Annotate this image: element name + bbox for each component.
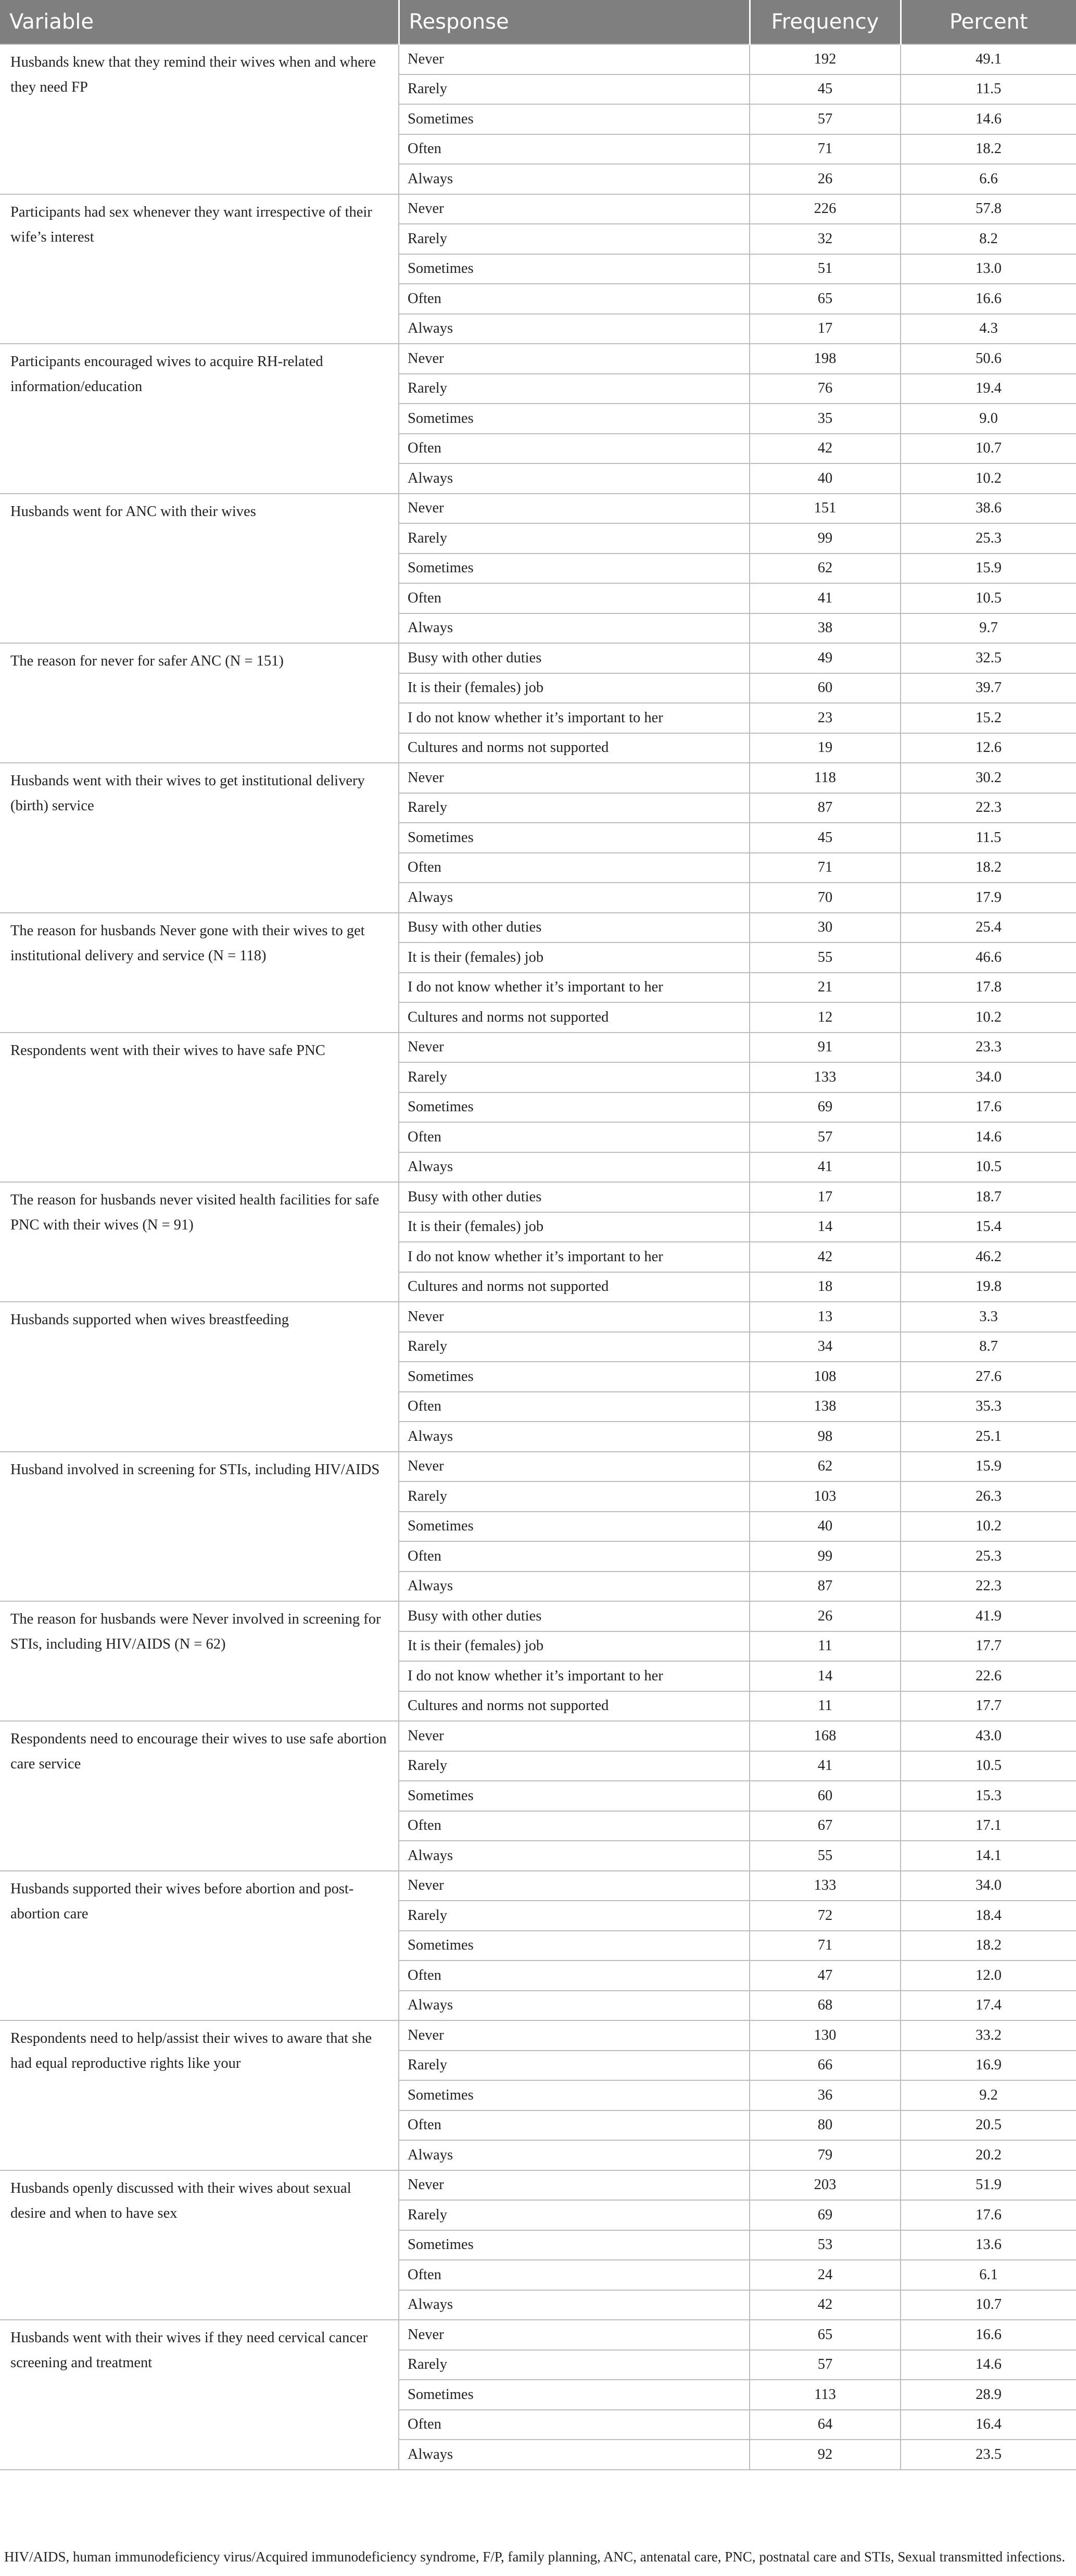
frequency-cell: 19 (750, 733, 901, 763)
frequency-cell: 69 (750, 2200, 901, 2230)
response-cell: Always (399, 1991, 750, 2021)
response-cell: Rarely (399, 1751, 750, 1781)
response-cell: Often (399, 2260, 750, 2290)
variable-cell: The reason for husbands never visited health facilities for safe PNC with their wives (N = 91) (0, 1182, 399, 1302)
frequency-cell: 103 (750, 1481, 901, 1512)
response-cell: Often (399, 2110, 750, 2141)
percent-cell: 13.6 (901, 2230, 1076, 2260)
frequency-cell: 203 (750, 2170, 901, 2201)
frequency-cell: 76 (750, 374, 901, 404)
response-cell: Rarely (399, 2200, 750, 2230)
table-row (0, 1871, 1076, 1901)
table-row (0, 643, 1076, 673)
frequency-cell: 65 (750, 284, 901, 314)
frequency-cell: 130 (750, 2020, 901, 2051)
frequency-cell: 57 (750, 1122, 901, 1152)
response-cell: Always (399, 1152, 750, 1183)
frequency-cell: 91 (750, 1033, 901, 1063)
frequency-cell: 42 (750, 2290, 901, 2320)
frequency-cell: 40 (750, 1512, 901, 1542)
response-cell: It is their (females) job (399, 1212, 750, 1242)
percent-cell: 6.6 (901, 164, 1076, 194)
percent-cell: 32.5 (901, 643, 1076, 673)
frequency-cell: 36 (750, 2080, 901, 2110)
response-cell: Rarely (399, 374, 750, 404)
percent-cell: 10.2 (901, 1512, 1076, 1542)
percent-cell: 23.3 (901, 1033, 1076, 1063)
percent-cell: 9.2 (901, 2080, 1076, 2110)
frequency-cell: 113 (750, 2380, 901, 2410)
response-cell: Cultures and norms not supported (399, 1272, 750, 1302)
variable-cell: Participants had sex whenever they want irrespective of their wife’s interest (0, 194, 399, 344)
percent-cell: 16.9 (901, 2051, 1076, 2081)
response-cell: Sometimes (399, 254, 750, 284)
frequency-cell: 49 (750, 643, 901, 673)
percent-cell: 16.6 (901, 2320, 1076, 2350)
percent-cell: 8.7 (901, 1332, 1076, 1362)
frequency-cell: 53 (750, 2230, 901, 2260)
response-cell: Rarely (399, 224, 750, 254)
percent-cell: 9.7 (901, 613, 1076, 644)
response-cell: Often (399, 134, 750, 165)
percent-cell: 27.6 (901, 1362, 1076, 1392)
frequency-cell: 14 (750, 1661, 901, 1691)
response-cell: Rarely (399, 74, 750, 105)
frequency-cell: 87 (750, 793, 901, 823)
response-cell: Sometimes (399, 2080, 750, 2110)
response-cell: Sometimes (399, 1781, 750, 1811)
frequency-cell: 151 (750, 494, 901, 524)
response-cell: I do not know whether it’s important to her (399, 973, 750, 1003)
percent-cell: 18.7 (901, 1182, 1076, 1212)
percent-cell: 16.4 (901, 2410, 1076, 2440)
frequency-cell: 65 (750, 2320, 901, 2350)
response-cell: It is their (females) job (399, 1631, 750, 1662)
header-percent: Percent (901, 0, 1076, 44)
frequency-cell: 26 (750, 1601, 901, 1631)
response-cell: Rarely (399, 1481, 750, 1512)
response-cell: Busy with other duties (399, 1601, 750, 1631)
table-row (0, 1721, 1076, 1751)
response-cell: Never (399, 1871, 750, 1901)
percent-cell: 22.3 (901, 793, 1076, 823)
frequency-cell: 80 (750, 2110, 901, 2141)
frequency-cell: 32 (750, 224, 901, 254)
frequency-cell: 13 (750, 1302, 901, 1332)
response-cell: Always (399, 2290, 750, 2320)
response-cell: Rarely (399, 1332, 750, 1362)
frequency-cell: 41 (750, 1751, 901, 1781)
percent-cell: 15.3 (901, 1781, 1076, 1811)
frequency-cell: 69 (750, 1092, 901, 1123)
response-cell: Always (399, 463, 750, 494)
frequency-cell: 192 (750, 44, 901, 74)
frequency-cell: 55 (750, 943, 901, 973)
percent-cell: 4.3 (901, 314, 1076, 344)
frequency-cell: 67 (750, 1811, 901, 1841)
percent-cell: 34.0 (901, 1062, 1076, 1092)
frequency-cell: 64 (750, 2410, 901, 2440)
frequency-cell: 60 (750, 1781, 901, 1811)
response-cell: Often (399, 1811, 750, 1841)
percent-cell: 12.6 (901, 733, 1076, 763)
response-cell: Often (399, 434, 750, 464)
response-cell: Never (399, 44, 750, 74)
percent-cell: 18.2 (901, 134, 1076, 165)
percent-cell: 17.4 (901, 1991, 1076, 2021)
table-row (0, 1182, 1076, 1212)
response-cell: Always (399, 2140, 750, 2170)
percent-cell: 8.2 (901, 224, 1076, 254)
table-row (0, 763, 1076, 793)
frequency-cell: 21 (750, 973, 901, 1003)
percent-cell: 17.9 (901, 883, 1076, 913)
percent-cell: 30.2 (901, 763, 1076, 793)
table-row (0, 344, 1076, 374)
percent-cell: 18.2 (901, 1931, 1076, 1961)
frequency-cell: 66 (750, 2051, 901, 2081)
percent-cell: 19.4 (901, 374, 1076, 404)
percent-cell: 25.3 (901, 523, 1076, 554)
percent-cell: 26.3 (901, 1481, 1076, 1512)
percent-cell: 10.2 (901, 463, 1076, 494)
frequency-cell: 168 (750, 1721, 901, 1751)
frequency-cell: 41 (750, 1152, 901, 1183)
percent-cell: 25.3 (901, 1541, 1076, 1572)
frequency-cell: 17 (750, 1182, 901, 1212)
percent-cell: 17.1 (901, 1811, 1076, 1841)
response-cell: Often (399, 1961, 750, 1991)
frequency-cell: 99 (750, 1541, 901, 1572)
frequency-cell: 45 (750, 823, 901, 853)
frequency-cell: 71 (750, 853, 901, 883)
percent-cell: 50.6 (901, 344, 1076, 374)
percent-cell: 14.6 (901, 1122, 1076, 1152)
variable-cell: Husband involved in screening for STIs, including HIV/AIDS (0, 1452, 399, 1602)
percent-cell: 46.6 (901, 943, 1076, 973)
response-cell: Sometimes (399, 554, 750, 584)
response-cell: It is their (females) job (399, 673, 750, 703)
frequency-cell: 108 (750, 1362, 901, 1392)
frequency-cell: 62 (750, 1452, 901, 1482)
frequency-cell: 55 (750, 1841, 901, 1871)
percent-cell: 3.3 (901, 1302, 1076, 1332)
percent-cell: 35.3 (901, 1392, 1076, 1422)
table-row (0, 2020, 1076, 2051)
response-cell: Always (399, 1572, 750, 1602)
response-cell: Never (399, 494, 750, 524)
frequency-cell: 198 (750, 344, 901, 374)
variable-cell: Respondents went with their wives to have safe PNC (0, 1033, 399, 1183)
response-cell: Sometimes (399, 1931, 750, 1961)
percent-cell: 17.6 (901, 2200, 1076, 2230)
frequency-cell: 62 (750, 554, 901, 584)
percent-cell: 20.2 (901, 2140, 1076, 2170)
percent-cell: 13.0 (901, 254, 1076, 284)
percent-cell: 18.2 (901, 853, 1076, 883)
frequency-cell: 26 (750, 164, 901, 194)
frequency-cell: 38 (750, 613, 901, 644)
percent-cell: 46.2 (901, 1242, 1076, 1272)
percent-cell: 10.7 (901, 2290, 1076, 2320)
frequency-cell: 23 (750, 703, 901, 733)
frequency-cell: 42 (750, 1242, 901, 1272)
frequency-cell: 57 (750, 2350, 901, 2380)
response-cell: It is their (females) job (399, 943, 750, 973)
response-cell: Often (399, 1122, 750, 1152)
response-cell: Never (399, 2170, 750, 2201)
header-row (0, 0, 1076, 44)
response-cell: Sometimes (399, 823, 750, 853)
frequency-cell: 226 (750, 194, 901, 224)
table-body (0, 44, 1076, 2470)
percent-cell: 15.9 (901, 1452, 1076, 1482)
response-cell: Rarely (399, 2051, 750, 2081)
response-cell: Always (399, 1422, 750, 1452)
percent-cell: 17.7 (901, 1691, 1076, 1721)
response-cell: Rarely (399, 2350, 750, 2380)
response-cell: Sometimes (399, 1092, 750, 1123)
percent-cell: 12.0 (901, 1961, 1076, 1991)
response-cell: I do not know whether it’s important to her (399, 1242, 750, 1272)
percent-cell: 15.4 (901, 1212, 1076, 1242)
variable-cell: The reason for never for safer ANC (N = 151) (0, 643, 399, 763)
percent-cell: 15.9 (901, 554, 1076, 584)
frequency-cell: 45 (750, 74, 901, 105)
frequency-cell: 34 (750, 1332, 901, 1362)
frequency-cell: 35 (750, 404, 901, 434)
percent-cell: 33.2 (901, 2020, 1076, 2051)
response-cell: Never (399, 1302, 750, 1332)
response-cell: Cultures and norms not supported (399, 1002, 750, 1033)
percent-cell: 25.1 (901, 1422, 1076, 1452)
response-cell: Often (399, 853, 750, 883)
percent-cell: 14.6 (901, 104, 1076, 134)
response-cell: Never (399, 1721, 750, 1751)
header-variable: Variable (0, 0, 399, 44)
variable-cell: Respondents need to encourage their wives to use safe abortion care service (0, 1721, 399, 1871)
frequency-cell: 12 (750, 1002, 901, 1033)
percent-cell: 17.7 (901, 1631, 1076, 1662)
percent-cell: 28.9 (901, 2380, 1076, 2410)
response-cell: Always (399, 314, 750, 344)
percent-cell: 25.4 (901, 913, 1076, 943)
variable-cell: Husbands supported when wives breastfeeding (0, 1302, 399, 1452)
percent-cell: 43.0 (901, 1721, 1076, 1751)
response-cell: Rarely (399, 523, 750, 554)
percent-cell: 15.2 (901, 703, 1076, 733)
response-cell: Busy with other duties (399, 913, 750, 943)
percent-cell: 20.5 (901, 2110, 1076, 2141)
response-cell: Always (399, 2440, 750, 2470)
percent-cell: 51.9 (901, 2170, 1076, 2201)
percent-cell: 57.8 (901, 194, 1076, 224)
percent-cell: 11.5 (901, 74, 1076, 105)
frequency-cell: 71 (750, 134, 901, 165)
response-cell: Always (399, 883, 750, 913)
percent-cell: 19.8 (901, 1272, 1076, 1302)
frequency-cell: 11 (750, 1691, 901, 1721)
response-cell: Always (399, 1841, 750, 1871)
percent-cell: 39.7 (901, 673, 1076, 703)
response-cell: I do not know whether it’s important to her (399, 1661, 750, 1691)
response-cell: Sometimes (399, 2380, 750, 2410)
response-cell: Rarely (399, 793, 750, 823)
response-cell: Often (399, 284, 750, 314)
frequency-cell: 47 (750, 1961, 901, 1991)
response-cell: Never (399, 1033, 750, 1063)
frequency-cell: 30 (750, 913, 901, 943)
frequency-cell: 133 (750, 1871, 901, 1901)
percent-cell: 17.6 (901, 1092, 1076, 1123)
variable-cell: The reason for husbands Never gone with their wives to get institutional delivery and service (N = 118) (0, 913, 399, 1033)
percent-cell: 49.1 (901, 44, 1076, 74)
percent-cell: 14.1 (901, 1841, 1076, 1871)
table-footnote: HIV/AIDS, human immunodeficiency virus/Acquired immunodeficiency syndrome, F/P, family planning, ANC, antenatal care, PNC, postnatal care and STIs, Sexual transmitted infections. (4, 2549, 1066, 2565)
percent-cell: 22.6 (901, 1661, 1076, 1691)
variable-cell: Husbands went with their wives to get institutional delivery (birth) service (0, 763, 399, 913)
response-cell: Often (399, 1541, 750, 1572)
frequency-cell: 14 (750, 1212, 901, 1242)
response-cell: Sometimes (399, 1362, 750, 1392)
table-row (0, 194, 1076, 224)
frequency-cell: 60 (750, 673, 901, 703)
variable-cell: Husbands went for ANC with their wives (0, 494, 399, 644)
response-cell: Never (399, 344, 750, 374)
percent-cell: 18.4 (901, 1901, 1076, 1931)
response-cell: Rarely (399, 1062, 750, 1092)
table-row (0, 44, 1076, 74)
table-row (0, 2170, 1076, 2201)
percent-cell: 6.1 (901, 2260, 1076, 2290)
percent-cell: 34.0 (901, 1871, 1076, 1901)
table-row (0, 913, 1076, 943)
response-cell: Always (399, 164, 750, 194)
percent-cell: 10.7 (901, 434, 1076, 464)
variable-cell: The reason for husbands were Never involved in screening for STIs, including HIV/AIDS (N = 62) (0, 1601, 399, 1721)
variable-cell: Husbands knew that they remind their wives when and where they need FP (0, 44, 399, 194)
table-row (0, 1033, 1076, 1063)
frequency-cell: 24 (750, 2260, 901, 2290)
header-response: Response (399, 0, 750, 44)
frequency-cell: 92 (750, 2440, 901, 2470)
percent-cell: 10.5 (901, 583, 1076, 613)
percent-cell: 16.6 (901, 284, 1076, 314)
percent-cell: 10.2 (901, 1002, 1076, 1033)
variable-cell: Husbands supported their wives before abortion and post-abortion care (0, 1871, 399, 2021)
response-cell: Cultures and norms not supported (399, 1691, 750, 1721)
frequency-cell: 11 (750, 1631, 901, 1662)
response-cell: Busy with other duties (399, 643, 750, 673)
frequency-cell: 72 (750, 1901, 901, 1931)
frequency-cell: 42 (750, 434, 901, 464)
frequency-cell: 17 (750, 314, 901, 344)
percent-cell: 17.8 (901, 973, 1076, 1003)
response-cell: Never (399, 763, 750, 793)
response-cell: Sometimes (399, 2230, 750, 2260)
table-row (0, 2320, 1076, 2350)
frequency-cell: 71 (750, 1931, 901, 1961)
frequency-cell: 41 (750, 583, 901, 613)
variable-cell: Respondents need to help/assist their wives to aware that she had equal reproductive rights like your (0, 2020, 399, 2170)
response-cell: Sometimes (399, 104, 750, 134)
percent-cell: 10.5 (901, 1152, 1076, 1183)
frequency-cell: 138 (750, 1392, 901, 1422)
variable-cell: Husbands openly discussed with their wives about sexual desire and when to have sex (0, 2170, 399, 2320)
header-frequency: Frequency (750, 0, 901, 44)
percent-cell: 38.6 (901, 494, 1076, 524)
frequency-cell: 87 (750, 1572, 901, 1602)
response-cell: Sometimes (399, 404, 750, 434)
percent-cell: 22.3 (901, 1572, 1076, 1602)
table-row (0, 1452, 1076, 1482)
response-cell: Never (399, 1452, 750, 1482)
response-cell: Cultures and norms not supported (399, 733, 750, 763)
response-cell: Busy with other duties (399, 1182, 750, 1212)
percent-cell: 10.5 (901, 1751, 1076, 1781)
frequency-cell: 51 (750, 254, 901, 284)
table-row (0, 494, 1076, 524)
response-cell: Often (399, 1392, 750, 1422)
frequency-cell: 79 (750, 2140, 901, 2170)
response-cell: Always (399, 613, 750, 644)
response-cell: I do not know whether it’s important to her (399, 703, 750, 733)
percent-cell: 41.9 (901, 1601, 1076, 1631)
percent-cell: 9.0 (901, 404, 1076, 434)
variable-cell: Husbands went with their wives if they need cervical cancer screening and treatment (0, 2320, 399, 2470)
frequency-cell: 70 (750, 883, 901, 913)
frequency-cell: 99 (750, 523, 901, 554)
table-row (0, 1601, 1076, 1631)
frequency-cell: 68 (750, 1991, 901, 2021)
frequency-cell: 98 (750, 1422, 901, 1452)
frequency-cell: 133 (750, 1062, 901, 1092)
frequency-cell: 57 (750, 104, 901, 134)
frequency-cell: 118 (750, 763, 901, 793)
response-cell: Sometimes (399, 1512, 750, 1542)
response-cell: Never (399, 2320, 750, 2350)
frequency-cell: 18 (750, 1272, 901, 1302)
response-cell: Often (399, 2410, 750, 2440)
variable-cell: Participants encouraged wives to acquire RH-related information/education (0, 344, 399, 494)
percent-cell: 14.6 (901, 2350, 1076, 2380)
response-cell: Often (399, 583, 750, 613)
response-cell: Never (399, 2020, 750, 2051)
percent-cell: 23.5 (901, 2440, 1076, 2470)
table-row (0, 1302, 1076, 1332)
response-cell: Never (399, 194, 750, 224)
percent-cell: 11.5 (901, 823, 1076, 853)
response-cell: Rarely (399, 1901, 750, 1931)
frequency-cell: 40 (750, 463, 901, 494)
